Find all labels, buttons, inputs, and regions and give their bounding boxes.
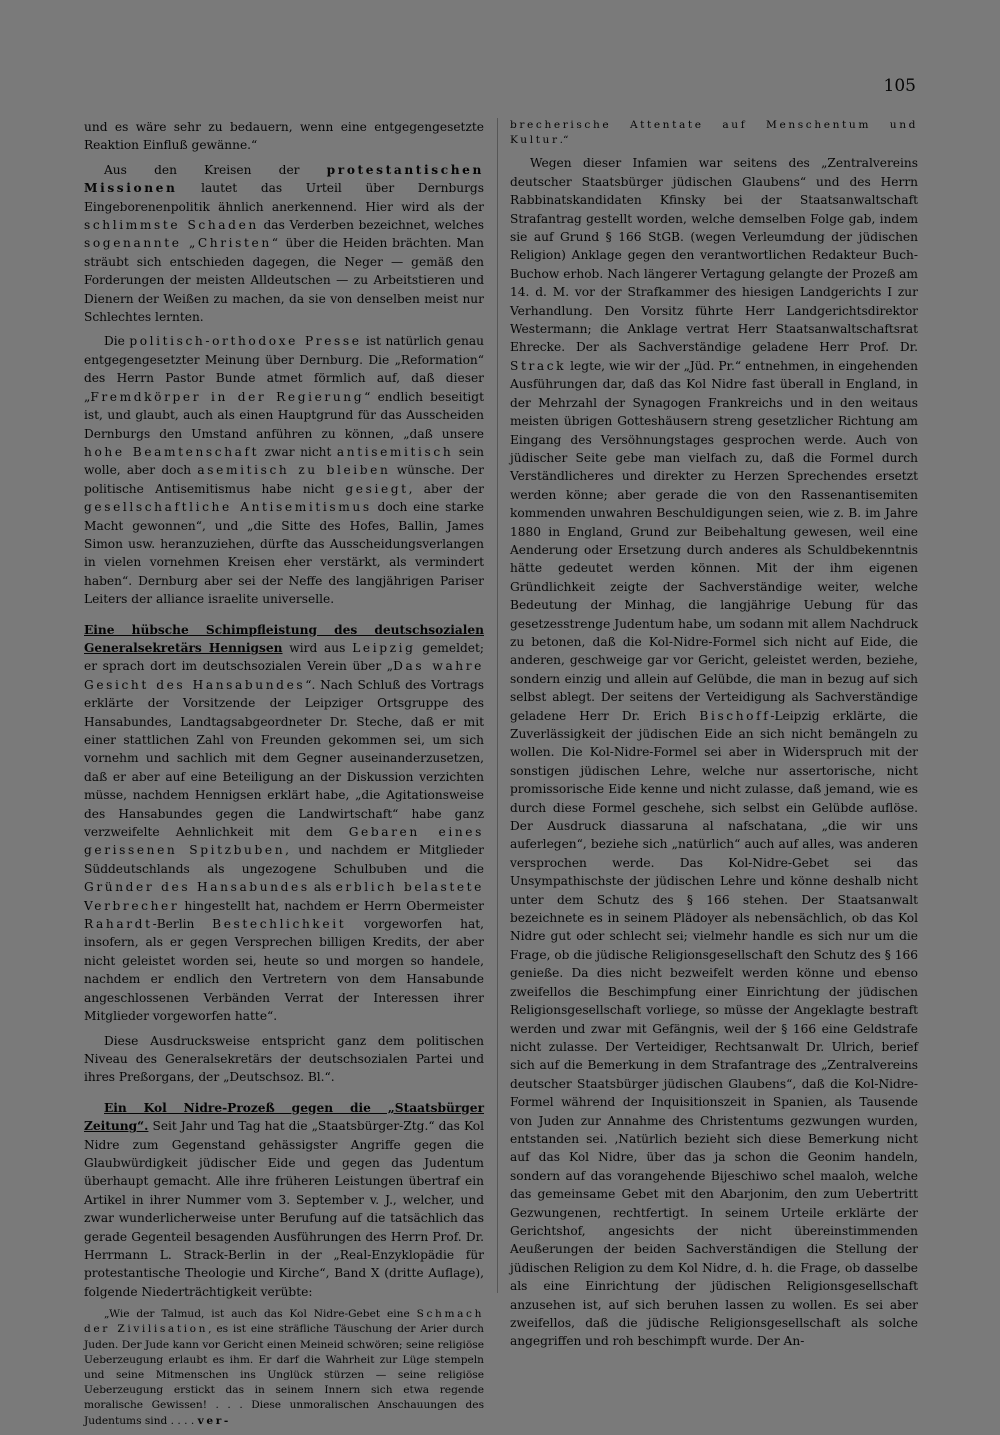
text-span: .“ <box>559 134 569 147</box>
paragraph <box>84 118 484 155</box>
text-span: ist natürlich genau entgegengesetzter Meinung über Dernburg. Die „Reformation“ des Herrn Pastor Bunde atmet förmlich auf, daß dieser „ <box>84 334 484 404</box>
paragraph <box>84 332 484 608</box>
emphasis-span: Gründer des Hansabundes <box>84 880 310 895</box>
emphasis-span: Fremdkörper in der Regierung <box>90 389 365 404</box>
emphasis-span: Strack <box>510 358 567 373</box>
text-span: , es ist eine sträfliche Täuschung der Arier durch Juden. Der Jude kann vor Gericht einen Meineid schwören; seine religiöse Ueberzeugung erlaubt es ihm. Er darf die Wahrheit zur Lüge stempeln und seine Mitmenschen ins Unglück stürzen — seine religiöse Ueberzeugung erstickt das in seinem Innern sich etwa regende moralische Gewissen! . . . Diese unmoralischen Anschauungen des Judentums sind . . . . <box>84 1323 484 1427</box>
text-span: -Berlin <box>152 917 213 932</box>
text-span: und es wäre sehr zu bedauern, wenn eine entgegengesetzte Reaktion Einfluß gewänne.“ <box>84 120 484 153</box>
text-span: legte, wie wir der „Jüd. Pr.“ entnehmen, in eingehenden Ausführungen dar, daß das Kol Nidre fast überall in England, in der Mehrzahl der Synagogen Frankreichs und in den weitaus meisten übrigen Gotteshäusern streng gesetzlicher Richtung am Eingang des Versöhnungstages gesprochen werde. Auch von jüdischer Seite gebe man vielfach zu, daß die Formel durch Verständlicheres und direkter zu Herzen Sprechendes ersetzt werden könne; aber gerade die von den Rassenantisemiten kommenden unwahren Beschuldigungen seien, wie z. B. im Jahre 1880 in England, Grund zur Beibehaltung gewesen, weil eine Aenderung oder Ersetzung durch anderes als Schuldbekenntnis hätte gedeutet werden können. Mit der ihm eigenen Gründlichkeit zeigte der Sachverständige weiter, welche Bedeutung der Minhag, die langjährige Uebung für das gesetzesstrenge Judentum habe, um sodann mit allem Nachdruck zu betonen, daß die Kol-Nidre-Formel sich nicht auf Eide, die anderen, geschweige gar vor Gericht, geleistet werden, beziehe, sondern einzig und allein auf Gelübde, die man in bezug auf sich selbst ablegt. Der seitens der Verteidigung als Sachverständige geladene Herr Dr. Erich <box>510 358 918 723</box>
text-span: Die <box>104 334 130 349</box>
paragraph <box>84 621 484 1026</box>
emphasis-span: asemitisch zu bleiben <box>197 463 391 478</box>
text-span: gemeldet; er sprach dort im deutschsozialen Verein über „ <box>84 640 484 674</box>
emphasis-span: Schmach der Zivilisation <box>84 1308 484 1336</box>
text-span: lautet das Urteil über Dernburgs Eingeborenenpolitik ähnlich anerkennend. Hier wird als der <box>84 181 484 214</box>
emphasis-span: Bischoff <box>699 708 771 723</box>
emphasis-span: gesiegt <box>345 481 409 496</box>
paragraph <box>510 154 918 1350</box>
text-span: „Wie der Talmud, ist auch das Kol Nidre-Gebet eine <box>104 1308 417 1321</box>
text-span: Diese Ausdrucksweise entspricht ganz dem politischen Niveau des Generalsekretärs der deutschsozialen Partei und ihres Preßorgans, der „Deutschsoz. Bl.“. <box>84 1033 484 1085</box>
text-span: “. Nach Schluß des Vortrags erklärte der Vorsitzende der Leipziger Ortsgruppe des Hansabundes, Landtagsabgeordneter Dr. Steche, daß er mit einer stattlichen Zahl von Freunden gekommen sei, um sich vornehm und sachlich mit dem Gegner auseinanderzusetzen, daß er aber auf eine Beteiligung an der Diskussion verzichten müsse, nachdem Hennigsen erklärt habe, „die Agitationsweise des Hansabundes gegen die Landwirtschaft“ habe ganz verzweifelte Aehnlichkeit mit dem <box>84 677 485 840</box>
left-column <box>84 118 484 1435</box>
quote-block <box>510 118 918 148</box>
text-span: zwar nicht <box>259 444 337 459</box>
text-span: über die Heiden brächten. Man sträubt sich entschieden dagegen, die Neger — gemäß den Forderungen der meisten Alldeutschen — zu Arbeitstieren und Dienern der Weißen zu machen, da sie von denselben meist nur Schlechtes lernten. <box>84 236 484 325</box>
section-heading: Ein Kol Nidre-Prozeß gegen die „Staatsbürger Zeitung“. <box>84 1100 484 1134</box>
emphasis-span: gesellschaftliche Antisemitismus <box>84 500 372 515</box>
emphasis-span: erblich belastete Verbrecher <box>84 880 484 913</box>
page-number: 105 <box>883 76 916 96</box>
emphasis-span: hohe Beamtenschaft <box>84 444 260 459</box>
text-span: , aber der <box>408 481 484 496</box>
emphasis-span: Leipzig <box>352 640 416 655</box>
text-span: Seit Jahr und Tag hat die „Staatsbürger-Ztg.“ das Kol Nidre zum Gegenstand gehässigster Angriffe gegen die Glaubwürdigkeit jüdischer Eide und gegen das Judentum überhaupt gemacht. Alle ihre früheren Leistungen übertraf ein Artikel in ihrer Nummer vom 3. September v. J., welcher, und zwar wunderlicherweise unter Berufung auf die tatsächlich das gerade Gegenteil besagenden Ausführungen des Herrn Prof. Dr. Herrmann L. Strack-Berlin in der „Real-Enzyklopädie für protestantische Theologie und Kirche“, Band X (dritte Auflage), folgende Niederträchtigkeit verübte: <box>84 1119 484 1299</box>
emphasis-span: Bestechlichkeit <box>212 917 347 932</box>
emphasis-span: antisemitisch <box>336 444 454 459</box>
section-heading: Eine hübsche Schimpfleistung des deutschsozialen Generalsekretärs Hennigsen <box>84 622 484 655</box>
emphasis-span: ver- <box>197 1414 231 1427</box>
text-span: sein wolle, aber doch <box>84 444 485 478</box>
quote-block <box>84 1307 484 1429</box>
paragraph <box>84 1032 484 1087</box>
right-column <box>510 118 918 1357</box>
text-span: Wegen dieser Infamien war seitens des „Zentralvereins deutscher Staatsbürger jüdischen Glaubens“ und des Herrn Rabbinatskandidaten Kfinsky bei der Staatsanwaltschaft Strafantrag gestellt worden, welche demselben Folge gab, indem sie auf Grund § 166 StGB. (wegen Verleumdung der jüdischen Religion) Anklage gegen den verantwortlichen Redakteur Buch-Buchow erhob. Nach längerer Vertagung gelangte der Prozeß am 14. d. M. vor der Strafkammer des hiesigen Landgerichts I zur Verhandlung. Den Vorsitz führte Herr Landgerichtsdirektor Westermann; die Anklage vertrat Herr Staatsanwaltschaftsrat Ehrecke. Der als Sachverständige geladene Herr Prof. Dr. <box>510 156 918 355</box>
text-span: , und nachdem er Mitglieder Süddeutschlands als ungezogene Schulbuben und die <box>84 843 484 876</box>
text-span: wird aus <box>282 640 353 655</box>
emphasis-span: Gebaren eines gerissenen Spitzbuben <box>84 825 484 858</box>
paragraph <box>84 161 484 327</box>
emphasis-span: brecherische Attentate auf Menschentum und Kultur <box>510 119 918 147</box>
emphasis-span: Rahardt <box>84 917 153 932</box>
emphasis-span: sogenannte „Christen“ <box>84 236 281 251</box>
emphasis-span: Das wahre Gesicht des Hansabundes <box>84 659 484 692</box>
text-span: als <box>309 880 336 895</box>
emphasis-span: politisch-orthodoxe Presse <box>129 334 362 349</box>
column-divider <box>497 118 498 1293</box>
text-span: wünsche. Der politische Antisemitismus habe nicht <box>84 463 484 496</box>
emphasis-span: protestantischen Missionen <box>84 162 484 196</box>
text-span: -Leipzig erklärte, die Zuverlässigkeit der jüdischen Eide an sich nicht bemängeln zu wollen. Die Kol-Nidre-Formel sei aber in Widerspruch mit der sonstigen jüdischen Lehre, welche nur assertorische, nicht promissorische Eide kenne und nicht zulasse, daß jemand, wie es durch diese Formel geschehe, sich selbst ein Gelübde auflöse. Der Ausdruck diassaruna al nafschatana, „die wir uns auferlegen“, beziehe sich „natürlich“ auch auf alles, was anderen versprochen werde. Das Kol-Nidre-Gebet sei das Unsympathischste der jüdischen Lehre und könne deshalb nicht unter dem Schutz des § 166 stehen. Der Staatsanwalt bezeichnete es in seinem Plädoyer als nebensächlich, ob das Kol Nidre gut oder schlecht sei; vielmehr handle es sich nur um die Frage, ob die jüdische Religionsgesellschaft den Schutz des § 166 genieße. Da dies nicht bezweifelt werden könne und ebenso zweifellos die Beschimpfung einer Einrichtung der jüdischen Religionsgesellschaft vorliege, so müsse der Angeklagte bestraft werden und zwar mit Gefängnis, weil der § 166 eine Geldstrafe nicht zulasse. Der Verteidiger, Rechtsanwalt Dr. Ulrich, berief sich auf die Bemerkung in dem Strafantrage des „Zentralvereins deutscher Staatsbürger jüdischen Glaubens“, daß die Kol-Nidre-Formel während der Inquisitionszeit in Spanien, als Tausende von Juden zur Annahme des Christentums gezwungen wurden, entstanden sei. ‚Natürlich bezieht sich diese Bemerkung nicht auf das Kol Nidre, über das ja schon die Geonim handeln, sondern auf das vorangehende Bijeschiwo schel maaloh, welche das gemeinsame Gebet mit den Abarjonim, den zum Uebertritt Gezwungenen, rechtfertigt. In seinem Urteile erklärte der Gerichtshof, angesichts der nicht übereinstimmenden Aeußerungen der beiden Sachverständigen die Stellung der jüdischen Religion zu dem Kol Nidre, d. h. die Frage, ob dasselbe als eine Einrichtung der jüdischen Religionsgesellschaft anzusehen ist, auf sich beruhen lassen zu wollen. Es sei aber zweifellos, daß die jüdische Religionsgesellschaft als solche angegriffen und roh beschimpft wurde. Der An- <box>510 708 918 1349</box>
text-span: doch eine starke Macht gewonnen“, und „die Sitte des Hofes, Ballin, James Simon usw. heranzuziehen, dürfte das Ausscheidungsverlangen in vielen vornehmen Kreisen eher verstärkt, als vermindert haben“. Dernburg aber sei der Neffe des langjährigen Pariser Leiters der alliance israelite universelle. <box>84 500 485 607</box>
text-span: das Verderben bezeichnet, welches <box>258 218 484 233</box>
paragraph <box>84 1099 484 1301</box>
text-span: vorgeworfen hat, insofern, als er gegen Versprechen billigen Kredits, der aber nicht geleistet worden sei, heute so und morgen so handele, nachdem er endlich den Vertretern von dem Hansabunde angeschlossenen Verbänden Verrat der Interessen ihrer Mitglieder vorgeworfen hatte“. <box>84 917 484 1024</box>
text-span: Aus den Kreisen der <box>104 162 327 177</box>
text-span: “ endlich beseitigt ist, und glaubt, auch als einen Hauptgrund für das Ausscheiden Dernburgs den Umstand anführen zu können, „daß unsere <box>84 389 484 441</box>
text-span: hingestellt hat, nachdem er Herrn Obermeister <box>179 898 484 913</box>
emphasis-span: schlimmste Schaden <box>84 218 259 233</box>
